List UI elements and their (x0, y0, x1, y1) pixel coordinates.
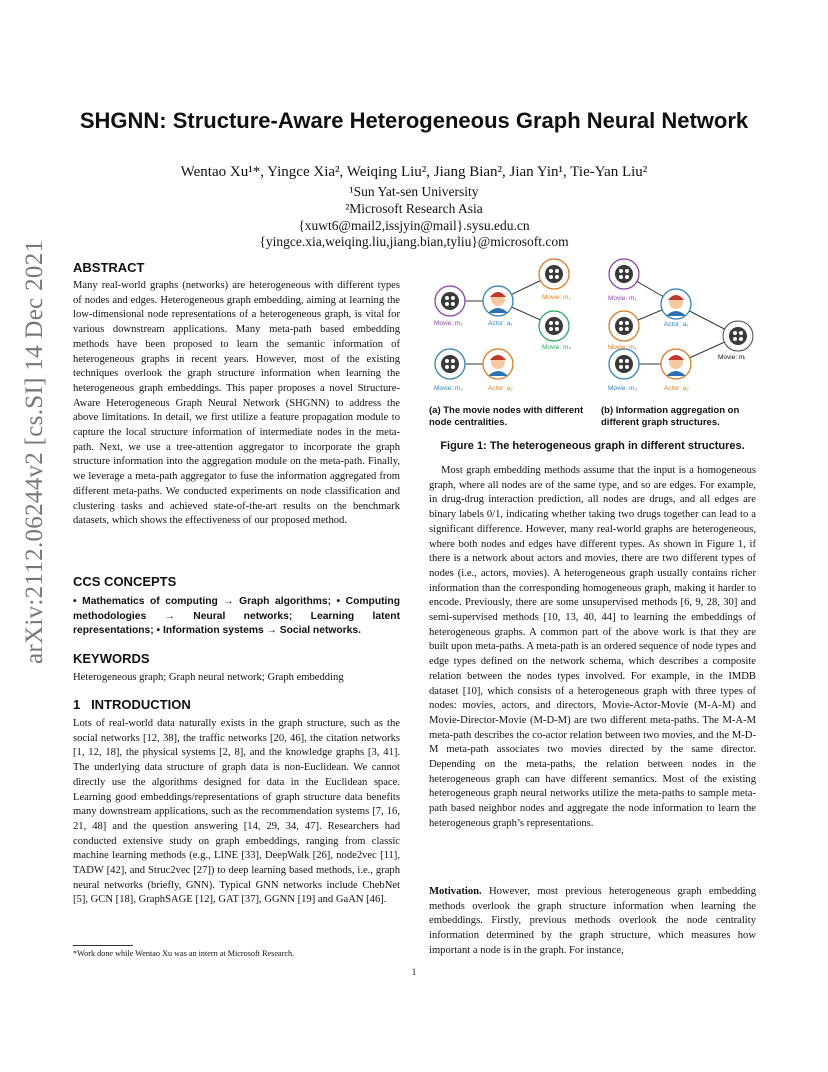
page-number: 1 (411, 967, 417, 977)
email-1: {xuwt6@mail2,issjyin@mail}.sysu.edu.cn (298, 218, 530, 233)
graph-b-label-a1: Actor: a₁ (664, 321, 689, 328)
graph-b-label-mi: Movie: mᵢ (718, 354, 746, 361)
graph-a-node-m4 (539, 311, 569, 341)
graph-a-label-m4: Movie: m₄ (542, 344, 572, 351)
intro-text: Lots of real-world data naturally exists in the graph structure, such as the social networks [12, 38], the traffic networks [20, 46], the citation networks [1, 12, 18], the physical systems [2, 8], and the knowledge graphs [3, 41]. The underlying data structure of graph data is non-Euclidean. We cannot directly use the algorithms designed for data in the Euclidean space. Learning good embeddings/representations of graph structure data benefits many downstream applications, such as the recommendation systems [7, 16, 21, 48] and the question answering [14, 29, 34, 47]. Researchers had conducted extensive study on graph embeddings, ranging from classic machine learning methods (e.g., LINE [33], DeepWalk [26], node2vec [11], TADW [42], and Struc2vec [27]) to deep learning based methods, i.e., graph neural networks (briefly, GNN). Typical GNN networks include ChebNet [5], GCN [18], GraphSAGE [12], GAT [37], GGNN [19] and GaAN [46]. (73, 718, 400, 906)
motivation-paragraph (429, 885, 756, 959)
graph-a-node-m2 (539, 259, 569, 289)
graph-a-node-m1 (435, 286, 465, 316)
graph-b-node-mi (723, 321, 753, 351)
figure-1a-caption: (a) The movie nodes with different node centralities. (429, 405, 584, 428)
abstract-text: Many real-world graphs (networks) are heterogeneous with different types of nodes and edges. Heterogeneous graph embedding, aiming at learning the low-dimensional node representations of a heterogeneous graph, is vital for various downstream applications. Many meta-path based embedding methods have been proposed to learn the semantic information of heterogeneous graphs in recent years. However, most of the existing techniques overlook the graph structure information when learning the heterogeneous graph embeddings. This paper proposes a novel Structure-Aware Heterogeneous Graph Neural Network (SHGNN) to address the above limitations. In detail, we first utilize a feature propagation module to capture the local structure information of intermediate nodes in the meta-path. Next, we use a tree-attention aggregator to incorporate the graph structure information into the aggregation module on the meta-path. Finally, we leverage a meta-path aggregator to fuse the information aggregated from different meta-paths. We conducted experiments on node classification and clustering tasks and achieved state-of-the-art results on the benchmark datasets, which shows the effectiveness of our proposed method. (73, 280, 400, 527)
keywords-text: Heterogeneous graph; Graph neural network; Graph embedding (73, 672, 344, 683)
graph-a-label-a1: Actor: a₁ (488, 320, 513, 327)
graph-b-node-a2 (661, 349, 691, 379)
graph-a-label-m1: Movie: m₁ (434, 320, 463, 327)
figure-1b-caption: (b) Information aggregation on different graph structures. (601, 405, 740, 428)
arxiv-sidebar-stamp: arXiv:2112.06244v2 [cs.SI] 14 Dec 2021 (21, 239, 48, 664)
footnote: *Work done while Wentao Xu was an intern at Microsoft Research. (73, 949, 295, 958)
motivation-text: However, most previous heterogeneous graph embedding methods overlook the graph structure information when learning the embeddings. Firstly, previous methods overlook the node centrality information determined by the graph structure, which measures how important a node is in the graph. For instance, (429, 886, 756, 956)
intro-right-paragraph: Most graph embedding methods assume that the input is a homogeneous graph, where all nodes are of the same type, and so are edges. For example, in drug-drug interaction prediction, all nodes are drugs, and all edges are binary labels 0/1, indicating whether taking two drugs together can lead to a significant difference. However, many real-world graphs are heterogeneous, where both nodes and edges have different types. As shown in Figure 1, if there is a network about actors and movies, there are two different types of nodes (i.e., actors, movies). A heterogeneous graph usually contains richer information than the corresponding homogeneous graph, making it harder to encode. Previously, there are some unsupervised methods [6, 9, 28, 30] and semi-supervised methods [10, 13, 40, 44] to learning the embeddings of heterogeneous graphs. A common part of the above work is that they are built upon meta-paths. A meta-path is an ordered sequence of node types and edge types defined on the network schema, which describes a composite relation between the nodes types involved. For example, in the IMDB dataset [10], which consists of a heterogeneous graph with three types of nodes: movies, actors, and directors, Movie-Actor-Movie (M-A-M) and Movie-Director-Movie (M-D-M) are two different meta-paths. The M-A-M meta-path describes the co-actor relation between two movies, and the M-D-M meta-path associates two movies directed by the same director. Depending on the meta-paths, the relation between nodes in the heterogeneous graph can have different semantics. Most of the existing heterogeneous graph neural networks utilize the meta-paths to sample meta-path based neighbor nodes and aggregate the node information to learn the heterogeneous graph’s representations. (429, 465, 756, 829)
paper-title: SHGNN: Structure-Aware Heterogeneous Graph Neural Network (79, 108, 749, 133)
figure-1-graphs (428, 256, 758, 400)
graph-b-label-m3: Movie: m₃ (608, 385, 638, 392)
motivation-label: Motivation. (429, 886, 482, 897)
abstract-heading: ABSTRACT (73, 260, 145, 275)
graph-b-node-a1 (661, 289, 691, 319)
graph-b-node-m1 (609, 259, 639, 289)
author-list: Wentao Xu¹*, Yingce Xia², Weiqing Liu², Jiang Bian², Jian Yin¹, Tie-Yan Liu² (180, 164, 648, 180)
graph-a-label-m2: Movie: m₂ (542, 294, 571, 301)
graph-a-node-m3 (435, 349, 465, 379)
graph-b-label-m2: Movie: m₂ (608, 344, 637, 351)
email-2: {yingce.xia,weiqing.liu,jiang.bian,tyliu}@microsoft.com (259, 234, 569, 249)
graph-a-label-a2: Actor: a₂ (488, 385, 513, 392)
graph-b-node-m2 (609, 311, 639, 341)
intro-heading: 1 INTRODUCTION (73, 697, 191, 712)
graph-a-label-m3: Movie: m₃ (434, 385, 464, 392)
affiliation-1: ¹Sun Yat-sen University (349, 184, 479, 199)
affiliation-2: ²Microsoft Research Asia (345, 201, 483, 216)
ccs-heading: CCS CONCEPTS (73, 574, 177, 589)
graph-a-node-a1 (483, 286, 513, 316)
keywords-heading: KEYWORDS (73, 651, 150, 666)
figure-1-caption: Figure 1: The heterogeneous graph in different structures. (440, 440, 745, 452)
graph-b-label-a2: Actor: a₂ (664, 385, 689, 392)
ccs-text: • Mathematics of computing → Graph algorithms; • Computing methodologies → Neural networks; Learning latent representations; • Information systems → Social networks. (73, 596, 400, 637)
graph-b-node-m3 (609, 349, 639, 379)
footnote-rule (73, 945, 133, 946)
graph-a-node-a2 (483, 349, 513, 379)
graph-b-label-m1: Movie: m₁ (608, 295, 637, 302)
